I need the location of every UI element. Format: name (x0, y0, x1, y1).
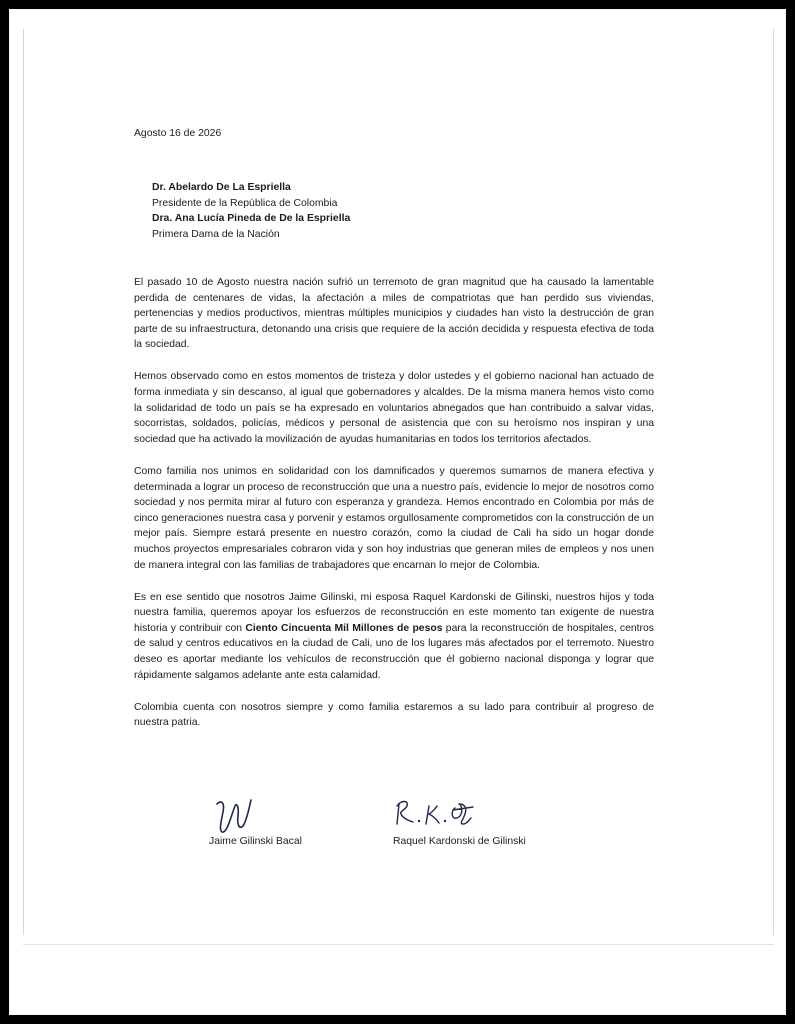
recipient-title-2: Primera Dama de la Nación (152, 228, 280, 240)
paragraph-4-after: para la reconstrucción de hospitales, centros de salud y centros educativos en la ciudad de Cali, uno de los lugares más afectados por el terremoto. Nuestro deseo es aportar mediante los vehículos de reconstrucción que él gobierno nacional disponga y lograr que rápidamente salgamos adelante ante esta calamidad. (134, 622, 654, 681)
paragraph-3: Como familia nos unimos en solidaridad con los damnificados y queremos sumarnos de manera efectiva y determinada a lograr un proceso de reconstrucción que una a nuestro país, evidencie lo mejor de nosotros como sociedad y nos permita mirar al futuro con esperanza y grandeza. Hemos encontrado en Colombia por más de cinco generaciones nuestra casa y porvenir y estamos orgullosamente comprometidos con la construcción de un mejor país. Siempre estará presente en nuestro corazón, como la ciudad de Cali ha sido un hogar donde muchos proyectos empresariales cobraron vida y son hoy industrias que generan miles de empleos y nos unen de manera integral con las familias de trabajadores que encarnan lo mejor de Colombia. (134, 465, 654, 571)
recipient-title-1: Presidente de la República de Colombia (152, 197, 338, 209)
paragraph-1: El pasado 10 de Agosto nuestra nación sufrió un terremoto de gran magnitud que ha causado la lamentable perdida de centenares de vidas, la afectación a miles de compatriotas que han perdido sus viviendas, pertenencias y medios productivos, mientras múltiples municipios y ciudades han visto la destrucción de gran parte de su infraestructura, detonando una crisis que requiere de la acción decidida y respuesta efectiva de toda la sociedad. (134, 277, 654, 351)
paragraph-4 (134, 590, 654, 684)
recipient-name-2: Dra. Ana Lucía Pineda de De la Espriella (152, 213, 351, 225)
paragraph-2: Hemos observado como en estos momentos de tristeza y dolor ustedes y el gobierno nacional han actuado de forma inmediata y sin descanso, al igual que gobernadores y alcaldes. De la misma manera hemos visto como la solidaridad de todo un país se ha expresado en voluntarios abnegados que han contribuido a salvar vidas, socorristas, soldados, policías, médicos y personal de asistencia que con su heroísmo nos inspiran y una sociedad que ha activado la movilización de ayudas humanitarias en todos los territorios afectados. (134, 371, 654, 445)
signer-name-left: Jaime Gilinski Bacal (209, 836, 302, 847)
recipient-name-1: Dr. Abelardo De La Espriella (152, 182, 291, 193)
handwritten-signature-right (393, 790, 493, 834)
paragraph-5: Colombia cuenta con nosotros siempre y como familia estaremos a su lado para contribuir al progreso de nuestra patria. (134, 701, 654, 729)
paper-edge-bottom (23, 944, 774, 945)
recipient-block (152, 180, 350, 242)
signer-name-right: Raquel Kardonski de Gilinski (393, 836, 526, 847)
letter-body (134, 275, 654, 747)
paper-edge-right (773, 29, 774, 935)
donation-amount: Ciento Cincuenta Mil Millones de pesos (245, 622, 443, 634)
paper-edge-left (23, 29, 24, 935)
letter-date: Agosto 16 de 2026 (134, 128, 222, 139)
paragraph-4-before: Es en ese sentido que nosotros Jaime Gilinski, mi esposa Raquel Kardonski de Gilinski, nuestros hijos y toda nuestra familia, queremos apoyar los esfuerzos de reconstrucción en este momento tan exigente de nuestra historia y contribuir con (134, 591, 654, 634)
handwritten-signature-left (209, 790, 269, 840)
